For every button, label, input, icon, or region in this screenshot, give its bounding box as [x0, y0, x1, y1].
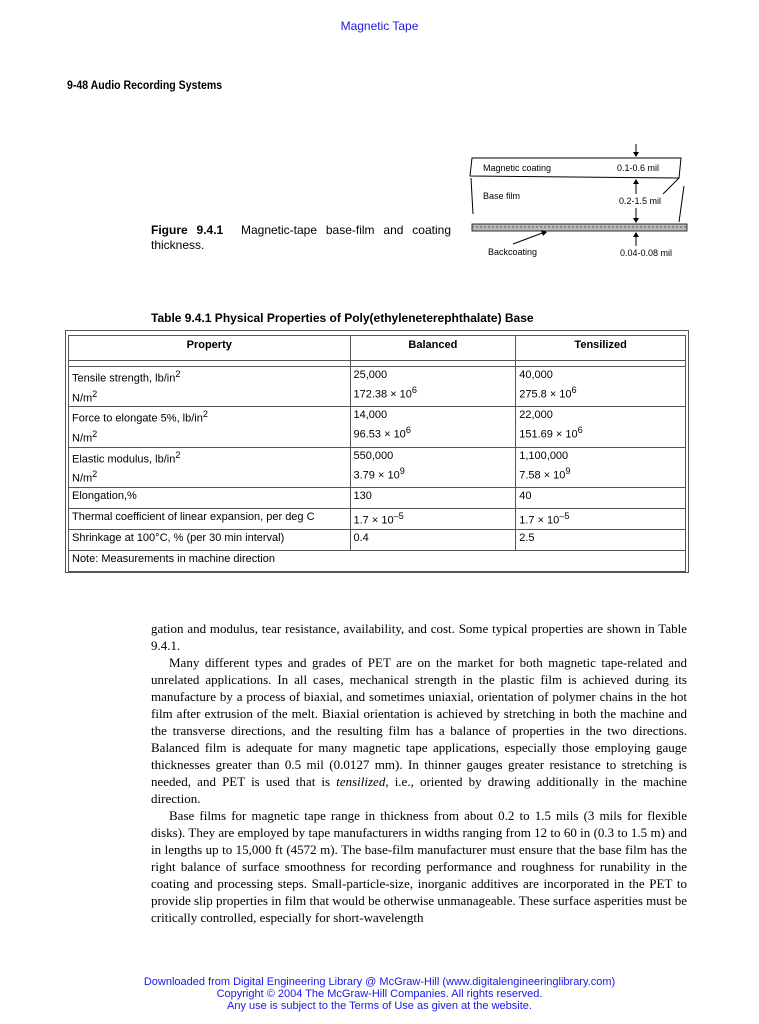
bal-line2: [354, 385, 513, 401]
label-magnetic-coating: Magnetic coating: [483, 163, 552, 173]
arrow-mid-head: [633, 179, 639, 184]
ten-line2-sup: 6: [571, 385, 577, 395]
table-row: [69, 529, 686, 550]
cell-tensilized: [516, 407, 686, 447]
table-row: [69, 367, 686, 407]
bal-line2: [354, 466, 513, 482]
body-text: [151, 620, 687, 926]
prop-line2: [72, 389, 347, 405]
table-note-row: [69, 550, 686, 571]
thermal-ten: 1.7 × 10: [519, 514, 560, 527]
paragraph-3: Base films for magnetic tape range in thickness from about 0.2 to 1.5 mils (3 mils for flexible disks). They are employed by tape manufacturers in widths ranging from 12 to 60 in (0.3 to 1.5 m) and in lengths up to 15,000 ft (4572 m). The base-film manufacturer must ensure that the base film has the right balance of surface smoothness for recording performance and roughness for runability in the coating and processing steps. Small-particle-size, inorganic additives are incorporated in the PET to provide slip properties in film that would be otherwise unmanageable. These surface asperities must be critically controlled, especially for short-wavelength: [151, 808, 687, 925]
cell-property: Shrinkage at 100°C, % (per 30 min interval): [69, 529, 351, 550]
label-base-thickness: 0.2-1.5 mil: [619, 196, 662, 206]
cell-tensilized: [516, 447, 686, 487]
bal-line2-text: 3.79 × 10: [353, 469, 400, 482]
thermal-ten-sup: –5: [559, 510, 570, 521]
cell-balanced: [350, 367, 516, 407]
cell-balanced: [350, 508, 516, 529]
header-property: Property: [69, 336, 351, 361]
cell-balanced: 130: [350, 487, 516, 508]
footer: [0, 976, 759, 1012]
cell-balanced: [350, 447, 516, 487]
prop-line1: Force to elongate 5%, lb/in: [72, 412, 203, 425]
table-row: [69, 447, 686, 487]
cell-balanced: [350, 407, 516, 447]
table-row: [69, 508, 686, 529]
table-title: Table 9.4.1 Physical Properties of Poly(ethyleneterephthalate) Base: [151, 311, 534, 325]
tape-diagram: [465, 142, 695, 267]
label-base-film: Base film: [483, 191, 521, 201]
ten-line2: [519, 385, 682, 401]
cell-property: Thermal coefficient of linear expansion, per deg C: [69, 508, 351, 529]
bal-line2-text: 96.53 × 10: [353, 428, 406, 441]
cell-property: [69, 447, 351, 487]
ten-line2-text: 275.8 × 10: [519, 388, 572, 401]
table-row: [69, 407, 686, 447]
prop-line2-text: N/m: [72, 472, 93, 485]
ten-line2-text: 7.58 × 10: [519, 469, 566, 482]
footer-line-2[interactable]: Copyright © 2004 The McGraw-Hill Companies. All rights reserved.: [216, 988, 543, 1000]
prop-line2-sup: 2: [92, 428, 98, 439]
prop-line2-text: N/m: [72, 432, 93, 445]
arrow-back-head: [633, 232, 639, 237]
bal-line2-sup: 6: [411, 385, 418, 395]
label-coat-thickness: 0.1-0.6 mil: [617, 163, 660, 173]
cell-tensilized: [516, 367, 686, 407]
leader-backcoating: [513, 232, 545, 244]
paragraph-1: gation and modulus, tear resistance, availability, and cost. Some typical properties are shown in Table 9.4.1.: [151, 621, 687, 653]
label-backcoating: Backcoating: [488, 247, 538, 257]
footer-line-3[interactable]: Any use is subject to the Terms of Use as given at the website.: [227, 1000, 532, 1012]
footer-line-1[interactable]: Downloaded from Digital Engineering Library @ McGraw-Hill (www.digitalengineeringlibrary.com): [143, 976, 616, 988]
paragraph-2-b: i.e., oriented by drawing additionally in the machine direction.: [151, 774, 687, 806]
table-row: [69, 487, 686, 508]
cell-tensilized: 2.5: [516, 529, 686, 550]
bal-line2-sup: 6: [405, 425, 411, 436]
ten-line2-sup: 6: [577, 425, 583, 436]
ten-line2-sup: 9: [565, 465, 571, 476]
paragraph-2-em: tensilized,: [336, 774, 389, 789]
prop-line2-sup: 2: [92, 469, 98, 480]
prop-sup: 2: [202, 409, 208, 420]
cell-property: [69, 367, 351, 407]
bal-line2-text: 172.38 × 10: [353, 388, 412, 401]
prop-line2-text: N/m: [72, 392, 93, 405]
arrow-top-head: [633, 152, 639, 157]
paragraph-2: [151, 654, 687, 807]
label-back-thickness: 0.04-0.08 mil: [620, 248, 673, 258]
bal-line1: 14,000: [353, 409, 388, 422]
figure-caption-label: Figure 9.4.1: [151, 223, 224, 237]
table-note: Note: Measurements in machine direction: [69, 550, 686, 571]
header-balanced: Balanced: [350, 336, 516, 361]
cell-balanced: 0.4: [350, 529, 516, 550]
bal-line2-sup: 9: [399, 465, 405, 476]
properties-table: [68, 335, 686, 572]
leader-right: [679, 186, 684, 222]
figure-caption: [151, 223, 451, 253]
cell-property: Elongation,%: [69, 487, 351, 508]
running-head: 9-48 Audio Recording Systems: [67, 78, 223, 92]
prop-line2-sup: 2: [92, 388, 98, 399]
paragraph-2-a: Many different types and grades of PET are on the market for both magnetic tape-related and unrelated applications. In all cases, mechanical strength in the plastic film is achieved during its manufacture by a process of biaxial, and sometimes uniaxial, orientation of polymer chains in the hot film after extrusion of the melt. Biaxial orientation is achieved by stretching in both the machine and the transverse directions, and the resulting film has a balance of properties in the two directions. Balanced film is adequate for many magnetic tape applications, especially those employing gauge thicknesses greater than 0.5 mil (0.0127 mm). In thinner gauges greater resistance to stretching is needed, and PET is used that is: [151, 655, 687, 789]
prop-line2: [72, 429, 347, 445]
arrow-base-head: [633, 218, 639, 223]
ten-line1: 1,100,000: [519, 449, 569, 462]
ten-line2: [519, 425, 682, 441]
prop-line2: [72, 469, 347, 485]
bal-line2: [354, 425, 513, 441]
ten-line1: 40,000: [519, 369, 553, 381]
table-header-row: [69, 336, 686, 361]
header-tensilized: Tensilized: [516, 336, 686, 361]
figure-caption-text: Magnetic-tape base-film and coating thickness.: [151, 223, 451, 252]
prop-line1: Elastic modulus, lb/in: [72, 453, 176, 466]
leader-base: [663, 178, 679, 194]
cell-tensilized: [516, 508, 686, 529]
thermal-bal-sup: –5: [393, 510, 404, 521]
cell-tensilized: 40: [516, 487, 686, 508]
prop-sup: 2: [175, 369, 181, 379]
cell-property: [69, 407, 351, 447]
prop-line1: Tensile strength, lb/in: [72, 372, 176, 385]
ten-line1: 22,000: [519, 409, 553, 422]
bal-line1: 25,000: [353, 369, 388, 381]
bal-line1: 550,000: [353, 449, 394, 462]
ten-line2-text: 151.69 × 10: [519, 428, 578, 441]
thermal-bal: 1.7 × 10: [353, 514, 394, 527]
top-link[interactable]: Magnetic Tape: [340, 19, 419, 33]
base-film-side: [471, 178, 473, 214]
prop-sup: 2: [175, 449, 181, 460]
ten-line2: [519, 466, 682, 482]
